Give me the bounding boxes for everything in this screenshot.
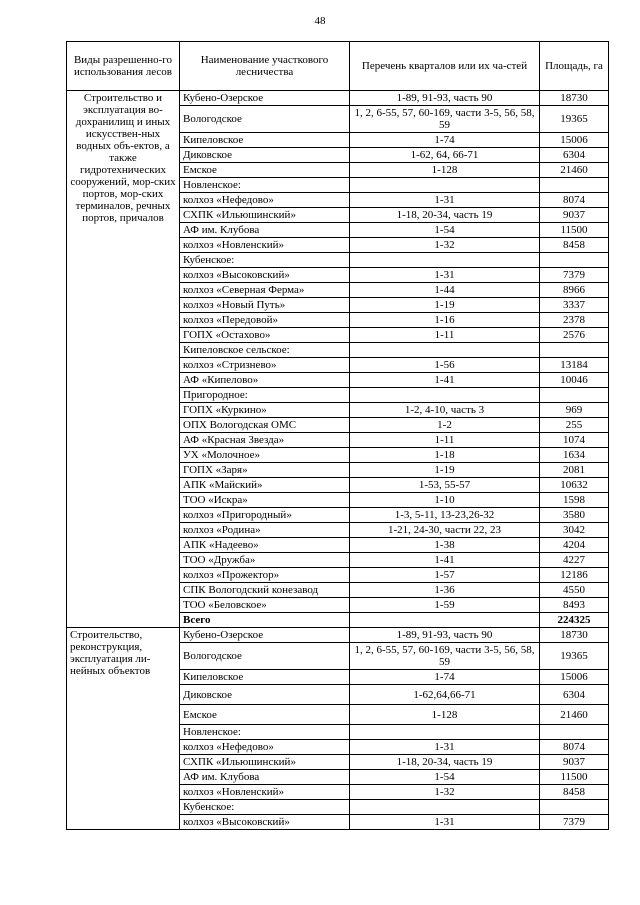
forestry-name-cell: колхоз «Новленский» (180, 238, 350, 253)
forestry-name-cell: ГОПХ «Заря» (180, 463, 350, 478)
area-cell: 255 (540, 418, 609, 433)
area-cell: 2378 (540, 313, 609, 328)
forestry-name-cell: АПК «Надеево» (180, 538, 350, 553)
quarters-cell: 1-31 (350, 268, 540, 283)
forestry-name-cell: Емское (180, 163, 350, 178)
area-cell (540, 253, 609, 268)
forestry-name-cell: АФ «Кипелово» (180, 373, 350, 388)
quarters-cell: 1-44 (350, 283, 540, 298)
area-cell: 19365 (540, 106, 609, 133)
quarters-cell: 1-57 (350, 568, 540, 583)
forestry-name-cell: колхоз «Пригородный» (180, 508, 350, 523)
quarters-cell: 1-11 (350, 328, 540, 343)
area-cell (540, 388, 609, 403)
quarters-cell: 1-3, 5-11, 13-23,26-32 (350, 508, 540, 523)
forestry-name-cell: Вологодское (180, 106, 350, 133)
quarters-cell (350, 253, 540, 268)
quarters-cell: 1-56 (350, 358, 540, 373)
quarters-cell: 1, 2, 6-55, 57, 60-169, части 3-5, 56, 58, 59 (350, 106, 540, 133)
table-body (67, 91, 609, 830)
forestry-name-cell: СХПК «Ильюшинский» (180, 755, 350, 770)
forestry-name-cell: колхоз «Передовой» (180, 313, 350, 328)
quarters-cell (350, 800, 540, 815)
quarters-cell: 1-18 (350, 448, 540, 463)
forestry-name-cell: колхоз «Высоковский» (180, 268, 350, 283)
forestry-name-cell: Кипеловское (180, 670, 350, 685)
area-cell: 4227 (540, 553, 609, 568)
use-type-cell: Строительство и эксплуатация во-дохранилищ и иных искусствен-ных водных объ-ектов, а также гидротехнических сооружений, мор-ских портов, мор-ских терминалов, речных портов, причалов (67, 91, 180, 628)
area-cell: 7379 (540, 268, 609, 283)
area-cell: 8966 (540, 283, 609, 298)
forestry-name-cell: ТОО «Беловское» (180, 598, 350, 613)
area-cell: 1634 (540, 448, 609, 463)
area-cell: 15006 (540, 670, 609, 685)
forestry-name-cell: ГОПХ «Остахово» (180, 328, 350, 343)
forestry-name-cell: ГОПХ «Куркино» (180, 403, 350, 418)
table-row (67, 91, 609, 106)
forestry-name-cell: колхоз «Прожектор» (180, 568, 350, 583)
area-cell: 8493 (540, 598, 609, 613)
area-cell: 8458 (540, 238, 609, 253)
quarters-cell: 1-54 (350, 223, 540, 238)
area-cell: 3042 (540, 523, 609, 538)
area-cell: 3337 (540, 298, 609, 313)
forestry-name-cell: АФ им. Клубова (180, 223, 350, 238)
area-cell (540, 800, 609, 815)
forestry-name-cell: ТОО «Искра» (180, 493, 350, 508)
quarters-cell: 1-16 (350, 313, 540, 328)
quarters-cell: 1-74 (350, 133, 540, 148)
quarters-cell: 1-74 (350, 670, 540, 685)
forestry-name-cell: колхоз «Северная Ферма» (180, 283, 350, 298)
quarters-cell: 1-2 (350, 418, 540, 433)
forestry-name-cell: Емское (180, 705, 350, 725)
area-cell: 8074 (540, 740, 609, 755)
quarters-cell: 1-59 (350, 598, 540, 613)
forestry-name-cell: АПК «Майский» (180, 478, 350, 493)
area-cell: 7379 (540, 815, 609, 830)
quarters-cell (350, 725, 540, 740)
area-cell: 10632 (540, 478, 609, 493)
forestry-name-cell: колхоз «Новый Путь» (180, 298, 350, 313)
table-row (67, 628, 609, 643)
forest-use-table (66, 41, 609, 830)
quarters-cell: 1-31 (350, 193, 540, 208)
area-cell: 8458 (540, 785, 609, 800)
area-cell (540, 725, 609, 740)
forestry-name-cell: колхоз «Нефедово» (180, 193, 350, 208)
quarters-cell: 1-38 (350, 538, 540, 553)
header-quarters: Перечень кварталов или их ча-стей (350, 42, 540, 91)
table-header-row (67, 42, 609, 91)
forestry-name-cell: Кубено-Озерское (180, 628, 350, 643)
quarters-cell: 1-41 (350, 373, 540, 388)
area-cell: 12186 (540, 568, 609, 583)
quarters-cell: 1-89, 91-93, часть 90 (350, 628, 540, 643)
header-area: Площадь, га (540, 42, 609, 91)
area-cell (540, 343, 609, 358)
forestry-name-cell: Диковское (180, 148, 350, 163)
quarters-cell (350, 178, 540, 193)
quarters-cell: 1-11 (350, 433, 540, 448)
quarters-cell: 1-31 (350, 740, 540, 755)
forestry-name-cell: СПК Вологодский конезавод (180, 583, 350, 598)
area-cell: 13184 (540, 358, 609, 373)
quarters-cell: 1-62,64,66-71 (350, 685, 540, 705)
forestry-name-cell: Кубено-Озерское (180, 91, 350, 106)
area-cell: 9037 (540, 208, 609, 223)
area-cell: 18730 (540, 628, 609, 643)
forestry-name-cell: Пригородное: (180, 388, 350, 403)
area-cell: 9037 (540, 755, 609, 770)
forestry-name-cell: СХПК «Ильюшинский» (180, 208, 350, 223)
quarters-cell: 1-128 (350, 705, 540, 725)
quarters-cell: 1, 2, 6-55, 57, 60-169, части 3-5, 56, 58, 59 (350, 643, 540, 670)
area-cell: 1074 (540, 433, 609, 448)
quarters-cell (350, 613, 540, 628)
area-cell: 11500 (540, 770, 609, 785)
area-cell: 21460 (540, 705, 609, 725)
quarters-cell: 1-36 (350, 583, 540, 598)
forestry-name-cell: Кипеловское (180, 133, 350, 148)
quarters-cell: 1-62, 64, 66-71 (350, 148, 540, 163)
area-cell: 10046 (540, 373, 609, 388)
area-cell: 19365 (540, 643, 609, 670)
forestry-name-cell: УХ «Молочное» (180, 448, 350, 463)
forestry-name-cell: Вологодское (180, 643, 350, 670)
quarters-cell: 1-10 (350, 493, 540, 508)
forestry-name-cell: Новленское: (180, 725, 350, 740)
quarters-cell (350, 343, 540, 358)
quarters-cell: 1-19 (350, 298, 540, 313)
area-cell: 6304 (540, 148, 609, 163)
quarters-cell: 1-19 (350, 463, 540, 478)
header-forestry-name: Наименование участкового лесничества (180, 42, 350, 91)
quarters-cell: 1-41 (350, 553, 540, 568)
area-cell: 8074 (540, 193, 609, 208)
area-cell: 969 (540, 403, 609, 418)
forestry-name-cell: Новленское: (180, 178, 350, 193)
area-cell: 4204 (540, 538, 609, 553)
area-cell: 15006 (540, 133, 609, 148)
area-cell: 1598 (540, 493, 609, 508)
quarters-cell: 1-54 (350, 770, 540, 785)
quarters-cell: 1-53, 55-57 (350, 478, 540, 493)
quarters-cell: 1-31 (350, 815, 540, 830)
forestry-name-cell: Всего (180, 613, 350, 628)
area-cell: 21460 (540, 163, 609, 178)
forestry-name-cell: Кипеловское сельское: (180, 343, 350, 358)
forestry-name-cell: ОПХ Вологодская ОМС (180, 418, 350, 433)
page-number: 48 (314, 15, 326, 27)
area-cell: 18730 (540, 91, 609, 106)
quarters-cell: 1-18, 20-34, часть 19 (350, 755, 540, 770)
quarters-cell: 1-18, 20-34, часть 19 (350, 208, 540, 223)
quarters-cell: 1-2, 4-10, часть 3 (350, 403, 540, 418)
header-use-type: Виды разрешенно-го использования лесов (67, 42, 180, 91)
area-cell: 2081 (540, 463, 609, 478)
forestry-name-cell: колхоз «Стризнево» (180, 358, 350, 373)
forestry-name-cell: колхоз «Новленский» (180, 785, 350, 800)
quarters-cell: 1-21, 24-30, части 22, 23 (350, 523, 540, 538)
forestry-name-cell: Кубенское: (180, 253, 350, 268)
area-cell: 2576 (540, 328, 609, 343)
forestry-name-cell: колхоз «Высоковский» (180, 815, 350, 830)
area-cell (540, 178, 609, 193)
quarters-cell: 1-89, 91-93, часть 90 (350, 91, 540, 106)
area-cell: 224325 (540, 613, 609, 628)
area-cell: 11500 (540, 223, 609, 238)
forestry-name-cell: АФ «Красная Звезда» (180, 433, 350, 448)
forestry-name-cell: Диковское (180, 685, 350, 705)
use-type-cell: Строительство, реконструкция, эксплуатация ли-нейных объектов (67, 628, 180, 830)
quarters-cell: 1-32 (350, 238, 540, 253)
quarters-cell (350, 388, 540, 403)
area-cell: 6304 (540, 685, 609, 705)
forestry-name-cell: колхоз «Нефедово» (180, 740, 350, 755)
area-cell: 4550 (540, 583, 609, 598)
forestry-name-cell: Кубенское: (180, 800, 350, 815)
forestry-name-cell: колхоз «Родина» (180, 523, 350, 538)
quarters-cell: 1-32 (350, 785, 540, 800)
forestry-name-cell: АФ им. Клубова (180, 770, 350, 785)
quarters-cell: 1-128 (350, 163, 540, 178)
forestry-name-cell: ТОО «Дружба» (180, 553, 350, 568)
area-cell: 3580 (540, 508, 609, 523)
